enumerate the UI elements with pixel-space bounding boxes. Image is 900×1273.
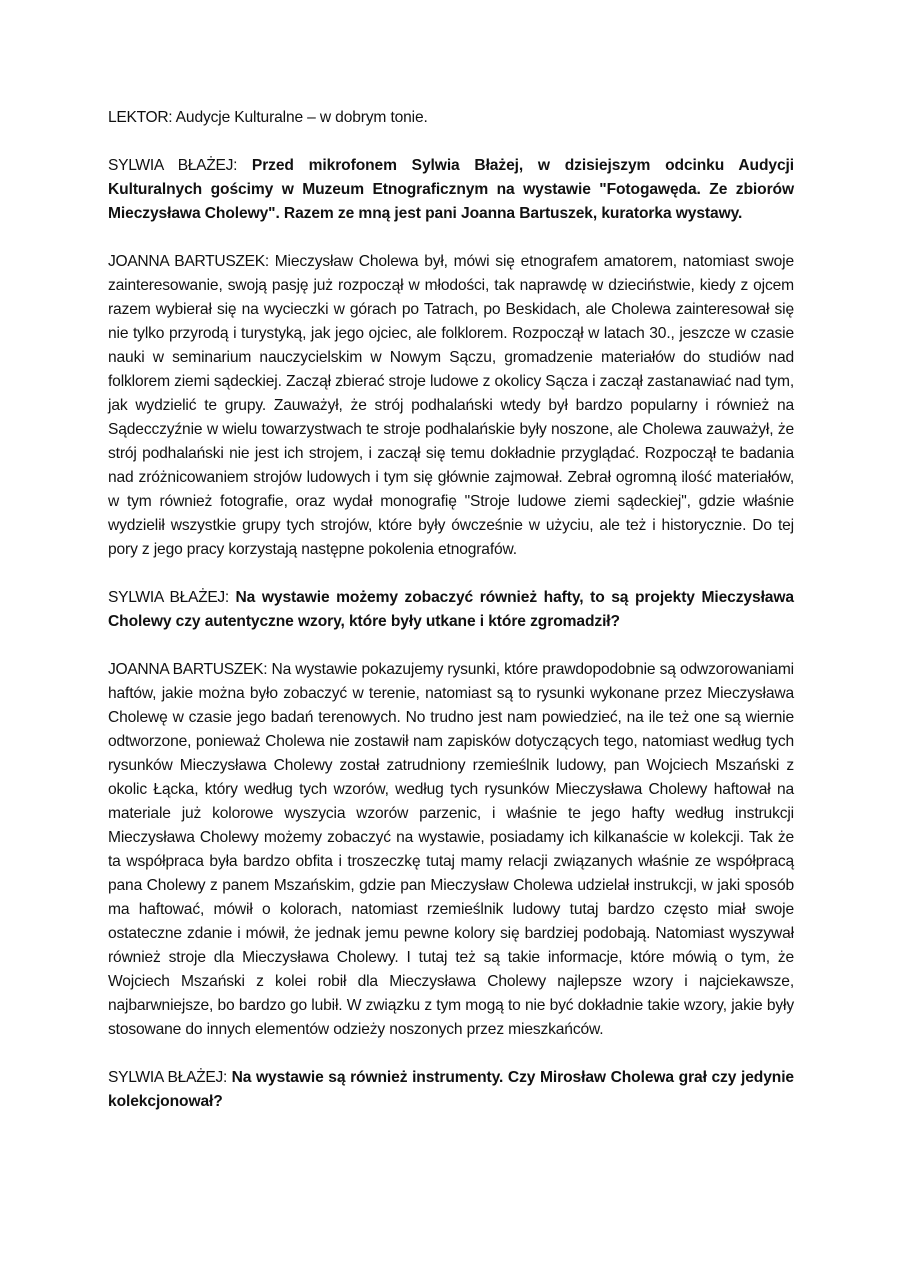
speaker-label: SYLWIA BŁAŻEJ: [108,1069,227,1086]
speaker-label: SYLWIA BŁAŻEJ: [108,589,229,606]
speech-text: Na wystawie pokazujemy rysunki, które prawdopodobnie są odwzorowaniami haftów, jakie można było zobaczyć w terenie, natomiast są to rysunki wykonane przez Mieczysława Cholewę w czasie jego badań terenowych. No trudno jest nam powiedzieć, na ile też one są wiernie odtworzone, ponieważ Cholewa nie zostawił nam zapisków dotyczących tego, natomiast według tych rysunków Mieczysława Cholewy został zatrudniony rzemieślnik ludowy, pan Wojciech Mszański z okolic Łącka, który według tych wzorów, według tych rysunków Mieczysława Cholewy haftował na materiale już kolorowe wyszycia wzorów parzenic, i właśnie te jego hafty według instrukcji Mieczysława Cholewy możemy zobaczyć na wystawie, posiadamy ich kilkanaście w kolekcji. Tak że ta współpraca była bardzo obfita i troszeczkę tutaj mamy relacji związanych właśnie ze współpracą pana Cholewy z panem Mszańskim, gdzie pan Mieczysław Cholewa udzielał instrukcji, w jaki sposób ma haftować, mówił o kolorach, natomiast rzemieślnik ludowy tutaj bardzo często miał swoje ostateczne zdanie i mówił, że jednak jemu pewne kolory się bardziej podobają. Natomiast wyszywał również stroje dla Mieczysława Cholewy. I tutaj też są takie informacje, które mówią o tym, że Wojciech Mszański z kolei robił dla Mieczysława Cholewy najlepsze wzory i najciekawsze, najbarwniejsze, bo bardzo go lubił. W związku z tym mogą to nie być dokładnie takie wzory, jakie były stosowane do innych elementów odzieży noszonych przez mieszkańców. [108,661,794,1038]
speech-text: Audycje Kulturalne – w dobrym tonie. [175,109,428,126]
paragraph-guest-answer-1 [108,250,794,562]
paragraph-guest-answer-2 [108,658,794,1042]
speaker-label: JOANNA BARTUSZEK: [108,661,268,678]
speaker-label: SYLWIA BŁAŻEJ: [108,157,238,174]
paragraph-lektor-intro [108,106,794,130]
speech-text: Przed mikrofonem Sylwia Błażej, w dzisiejszym odcinku Audycji Kulturalnych gościmy w Muzeum Etnograficznym na wystawie "Fotogawęda. Ze zbiorów Mieczysława Cholewy". Razem ze mną jest pani Joanna Bartuszek, kuratorka wystawy. [108,157,795,222]
speech-text: Na wystawie są również instrumenty. Czy Mirosław Cholewa grał czy jedynie kolekcjonował? [108,1069,795,1110]
paragraph-host-question-1 [108,154,794,226]
speech-text: Na wystawie możemy zobaczyć również hafty, to są projekty Mieczysława Cholewy czy autentyczne wzory, które były utkane i które zgromadził? [108,589,794,630]
paragraph-host-question-2 [108,586,794,634]
paragraph-host-question-3 [108,1066,794,1114]
speaker-label: LEKTOR: [108,109,173,126]
speaker-label: JOANNA BARTUSZEK: [108,253,269,270]
transcript-page [108,106,794,1138]
speech-text: Mieczysław Cholewa był, mówi się etnografem amatorem, natomiast swoje zainteresowanie, swoją pasję już rozpoczął w młodości, tak naprawdę w dzieciństwie, kiedy z ojcem razem wybierał się na wycieczki w górach po Tatrach, po Beskidach, ale Cholewa zainteresował się nie tylko przyrodą i turystyką, jak jego ojciec, ale folklorem. Rozpoczął w latach 30., jeszcze w czasie nauki w seminarium nauczycielskim w Nowym Sączu, gromadzenie materiałów do studiów nad folklorem ziemi sądeckiej. Zaczął zbierać stroje ludowe z okolicy Sącza i zaczął zastanawiać nad tym, jak wydzielić te grupy. Zauważył, że strój podhalański wtedy był bardzo popularny i również na Sądecczyźnie w wielu towarzystwach te stroje podhalańskie były noszone, ale Cholewa zauważył, że strój podhalański nie jest ich strojem, i zaczął się temu dokładnie przyglądać. Rozpoczął te badania nad zróżnicowaniem strojów ludowych i tym się głównie zajmował. Zebrał ogromną ilość materiałów, w tym również fotografie, oraz wydał monografię "Stroje ludowe ziemi sądeckiej", gdzie właśnie wydzielił wszystkie grupy tych strojów, które były ówcześnie w użyciu, ale też i historycznie. Do tej pory z jego pracy korzystają następne pokolenia etnografów. [108,253,794,558]
